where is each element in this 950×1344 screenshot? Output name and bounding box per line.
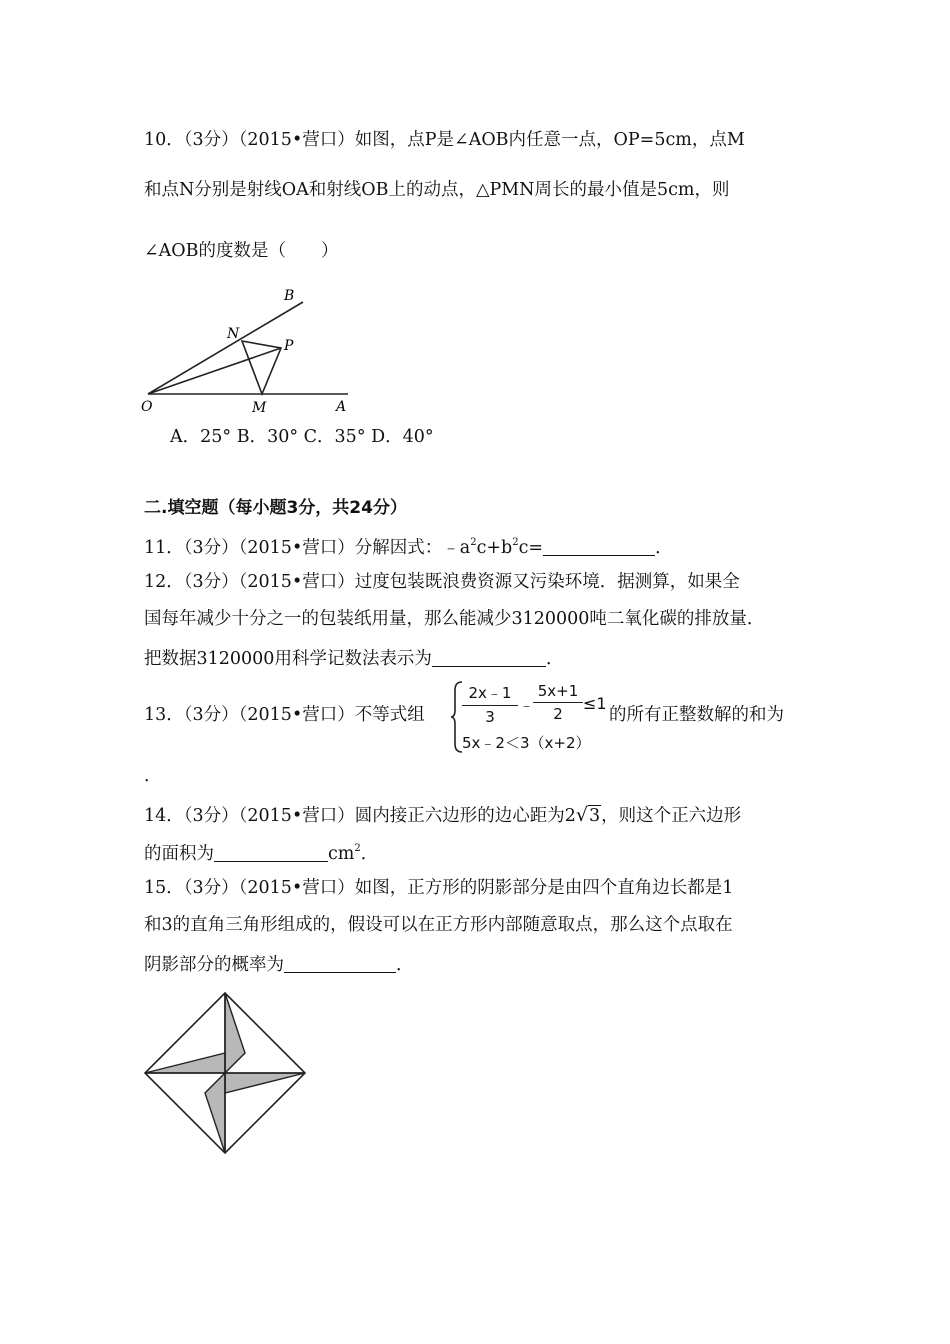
q10-line3: ∠AOB的度数是（ ）: [144, 241, 339, 261]
label-p: P: [284, 338, 294, 354]
q14-line1: [144, 806, 741, 826]
q15-line3: 阴影部分的概率为: [144, 955, 284, 975]
q11-expr-b: c+b: [476, 538, 513, 558]
q14-end: ．: [360, 844, 379, 864]
q15-end: ．: [396, 955, 414, 975]
q14-radicand: 3: [589, 806, 601, 826]
q14-line1-a: 14．（3分）（2015•营口）圆内接正六边形的边心距为2: [144, 806, 576, 826]
label-o: O: [141, 399, 153, 414]
q13-ineq2: 5x﹣2＜3（x+2）: [462, 734, 591, 752]
shaded-triangle-top: [225, 993, 245, 1073]
q15-answer-blank[interactable]: [284, 954, 396, 973]
q12-line3-wrap: [144, 648, 563, 669]
label-n: N: [227, 326, 240, 342]
q11-expr-c: c=: [518, 538, 544, 558]
q11-prefix: 11．（3分）（2015•营口）分解因式：: [144, 538, 443, 558]
q13-frac1: [462, 682, 518, 726]
q15-figure: [140, 988, 310, 1158]
q12-line3: 把数据3120000用科学记数法表示为: [144, 649, 432, 669]
q11-expr-a: ﹣a: [442, 538, 471, 558]
shaded-triangle-right: [225, 1073, 305, 1093]
q12-answer-blank[interactable]: [432, 648, 546, 667]
q14-answer-blank[interactable]: [214, 843, 328, 862]
q13-frac2-den: 2: [553, 705, 563, 723]
q14-unit-sup: 2: [354, 843, 361, 854]
q14-line1-b: ，则这个正六边形: [601, 806, 742, 826]
section2-title: 二.填空题（每小题3分，共24分）: [144, 498, 407, 518]
q13-frac1-den: 3: [485, 708, 495, 726]
q14-line2-text: 的面积为: [144, 844, 214, 864]
shaded-triangle-bottom: [205, 1073, 225, 1153]
sqrt-sign: √: [575, 804, 589, 826]
q13-minus: ﹣: [519, 696, 535, 714]
q13-end: ．: [144, 766, 162, 786]
q11-line: [144, 537, 673, 558]
q10-options: A．25° B．30° C．35° D．40°: [170, 427, 434, 447]
q12-line2: 国每年减少十分之一的包装纸用量，那么能减少3120000吨二氧化碳的排放量．: [144, 609, 765, 629]
triangle-pmn: [242, 341, 281, 394]
shaded-triangle-left: [145, 1053, 225, 1073]
q14-unit: cm: [328, 844, 355, 864]
q11-end: ．: [655, 538, 673, 558]
label-a: A: [336, 399, 347, 414]
q14-line2: [144, 843, 378, 864]
q13-frac2-num: 5x+1: [533, 682, 583, 703]
q13-prefix: 13．（3分）（2015•营口）不等式组: [144, 705, 425, 725]
q13-frac2: [533, 682, 583, 723]
label-b: B: [284, 288, 295, 304]
q11-sup1: 2: [470, 537, 477, 548]
q11-sup2: 2: [512, 537, 519, 548]
q10-figure: [138, 284, 360, 414]
q12-end: ．: [545, 649, 564, 669]
q10-line1: 10．（3分）（2015•营口）如图，点P是∠AOB内任意一点，OP=5cm，点M: [144, 130, 745, 150]
q13-frac1-num: 2x﹣1: [462, 682, 518, 706]
q13-suffix: 的所有正整数解的和为: [609, 705, 784, 725]
q15-line2: 和3的直角三角形组成的，假设可以在正方形内部随意取点，那么这个点取在: [144, 915, 733, 935]
q13-le: ≤1: [583, 694, 607, 713]
label-m: M: [252, 400, 267, 414]
q15-line3-wrap: [144, 954, 414, 975]
q11-answer-blank[interactable]: [543, 537, 655, 556]
q10-line2: 和点N分别是射线OA和射线OB上的动点，△PMN周长的最小值是5cm，则: [144, 180, 730, 200]
q12-line1: 12．（3分）（2015•营口）过度包装既浪费资源又污染环境．据测算，如果全: [144, 572, 740, 592]
q15-line1: 15．（3分）（2015•营口）如图，正方形的阴影部分是由四个直角边长都是1: [144, 878, 734, 898]
